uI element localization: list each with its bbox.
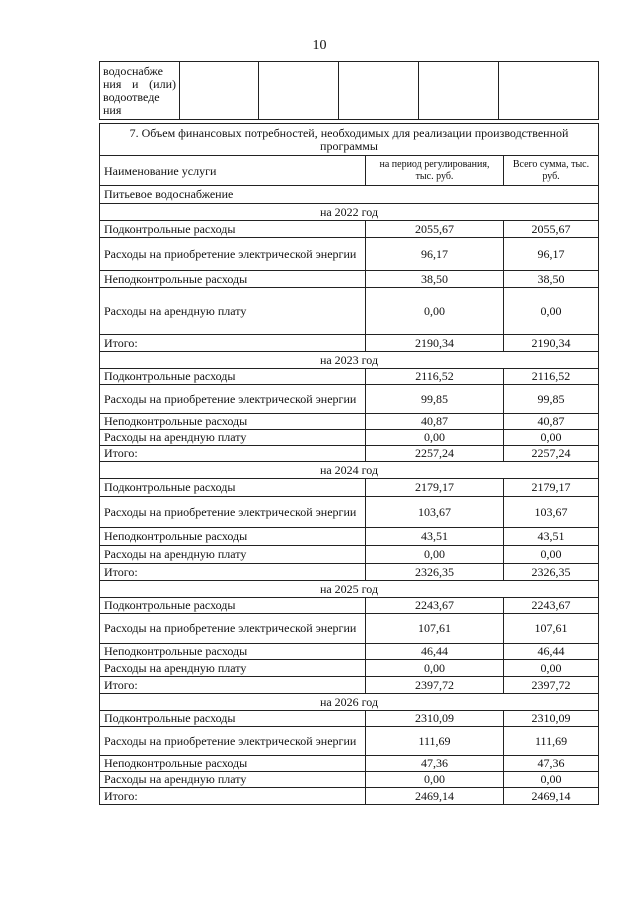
total-value: 2243,67 [504, 598, 599, 614]
total-value: 111,69 [504, 727, 599, 756]
total-value: 2257,24 [504, 446, 599, 462]
period-value: 0,00 [366, 288, 504, 335]
table-row [100, 369, 599, 385]
period-value: 103,67 [366, 497, 504, 528]
table-row [100, 156, 599, 186]
total-value: 0,00 [504, 288, 599, 335]
cost-item-name: Расходы на арендную плату [100, 430, 366, 446]
total-value: 0,00 [504, 546, 599, 564]
table-row [100, 430, 599, 446]
period-value: 2310,09 [366, 711, 504, 727]
cost-item-name: Подконтрольные расходы [100, 221, 366, 238]
total-value: 0,00 [504, 430, 599, 446]
empty-cell [180, 62, 259, 120]
total-label: Итого: [100, 677, 366, 694]
table-row [100, 124, 599, 156]
table-row [100, 335, 599, 352]
total-label: Итого: [100, 564, 366, 581]
period-value: 2116,52 [366, 369, 504, 385]
cost-item-name: Подконтрольные расходы [100, 598, 366, 614]
table-row [100, 186, 599, 204]
table-row [100, 479, 599, 497]
cost-item-name: Расходы на арендную плату [100, 660, 366, 677]
total-value: 2055,67 [504, 221, 599, 238]
table-row [100, 644, 599, 660]
period-value: 0,00 [366, 772, 504, 788]
table-row [100, 204, 599, 221]
empty-cell [259, 62, 339, 120]
empty-cell [339, 62, 419, 120]
period-value: 2326,35 [366, 564, 504, 581]
period-value: 2055,67 [366, 221, 504, 238]
period-value: 2243,67 [366, 598, 504, 614]
cost-item-name: Расходы на арендную плату [100, 288, 366, 335]
financial-needs-table [99, 123, 599, 805]
total-value: 46,44 [504, 644, 599, 660]
cost-item-name: Неподконтрольные расходы [100, 756, 366, 772]
cost-item-name: Неподконтрольные расходы [100, 271, 366, 288]
total-value: 0,00 [504, 772, 599, 788]
cost-item-name: Расходы на арендную плату [100, 772, 366, 788]
cost-item-name: Неподконтрольные расходы [100, 414, 366, 430]
period-value: 47,36 [366, 756, 504, 772]
cost-item-name: Подконтрольные расходы [100, 479, 366, 497]
table-row [100, 446, 599, 462]
period-value: 107,61 [366, 614, 504, 644]
table-row [100, 711, 599, 727]
total-value: 40,87 [504, 414, 599, 430]
table-row [100, 727, 599, 756]
table-row [100, 614, 599, 644]
total-value: 2326,35 [504, 564, 599, 581]
cost-item-name: Подконтрольные расходы [100, 711, 366, 727]
total-value: 43,51 [504, 528, 599, 546]
empty-cell [419, 62, 499, 120]
total-value: 103,67 [504, 497, 599, 528]
period-value: 43,51 [366, 528, 504, 546]
cost-item-name: Подконтрольные расходы [100, 369, 366, 385]
total-value: 2190,34 [504, 335, 599, 352]
page-number: 10 [312, 38, 327, 53]
table-row [100, 581, 599, 598]
table-row [100, 788, 599, 805]
service-name: Питьевое водоснабжение [100, 186, 599, 204]
period-value: 2397,72 [366, 677, 504, 694]
section-title: 7. Объем финансовых потребностей, необходимых для реализации производственной программы [100, 124, 599, 156]
table-row [100, 288, 599, 335]
period-value: 0,00 [366, 660, 504, 677]
total-value: 0,00 [504, 660, 599, 677]
period-value: 2469,14 [366, 788, 504, 805]
year-header: на 2025 год [100, 581, 599, 598]
total-label: Итого: [100, 788, 366, 805]
total-value: 2310,09 [504, 711, 599, 727]
total-value: 107,61 [504, 614, 599, 644]
table-row [100, 462, 599, 479]
top-continuation-table [99, 61, 599, 120]
total-value: 2116,52 [504, 369, 599, 385]
table-row [100, 694, 599, 711]
table-row [100, 660, 599, 677]
total-value: 99,85 [504, 385, 599, 414]
table-row [100, 564, 599, 581]
year-header: на 2023 год [100, 352, 599, 369]
table-row [100, 772, 599, 788]
total-label: Итого: [100, 335, 366, 352]
period-value: 0,00 [366, 546, 504, 564]
period-value: 38,50 [366, 271, 504, 288]
total-value: 47,36 [504, 756, 599, 772]
total-value: 2397,72 [504, 677, 599, 694]
period-value: 96,17 [366, 238, 504, 271]
table-row [100, 221, 599, 238]
total-value: 2469,14 [504, 788, 599, 805]
header-period: на период регулирования, тыс. руб. [366, 156, 504, 186]
period-value: 46,44 [366, 644, 504, 660]
table-row [100, 756, 599, 772]
header-name: Наименование услуги [100, 156, 366, 186]
cost-item-name: Расходы на приобретение электрической энергии [100, 497, 366, 528]
period-value: 0,00 [366, 430, 504, 446]
total-label: Итого: [100, 446, 366, 462]
table-row [100, 546, 599, 564]
header-total: Всего сумма, тыс. руб. [504, 156, 599, 186]
year-header: на 2026 год [100, 694, 599, 711]
table-row [100, 414, 599, 430]
year-header: на 2024 год [100, 462, 599, 479]
period-value: 2257,24 [366, 446, 504, 462]
table-row [100, 385, 599, 414]
cost-item-name: Неподконтрольные расходы [100, 644, 366, 660]
cost-item-name: Расходы на арендную плату [100, 546, 366, 564]
table-row [100, 238, 599, 271]
top-continuation-cell: водоснабже ния и (или) водоотведе ния [100, 62, 180, 120]
cost-item-name: Неподконтрольные расходы [100, 528, 366, 546]
period-value: 99,85 [366, 385, 504, 414]
total-value: 38,50 [504, 271, 599, 288]
period-value: 40,87 [366, 414, 504, 430]
table-row [100, 598, 599, 614]
table-row [100, 271, 599, 288]
table-row [100, 352, 599, 369]
period-value: 2179,17 [366, 479, 504, 497]
empty-cell [499, 62, 599, 120]
table-row [100, 677, 599, 694]
period-value: 111,69 [366, 727, 504, 756]
cost-item-name: Расходы на приобретение электрической энергии [100, 238, 366, 271]
table-row [100, 497, 599, 528]
total-value: 96,17 [504, 238, 599, 271]
period-value: 2190,34 [366, 335, 504, 352]
year-header: на 2022 год [100, 204, 599, 221]
table-row [100, 528, 599, 546]
total-value: 2179,17 [504, 479, 599, 497]
cost-item-name: Расходы на приобретение электрической энергии [100, 385, 366, 414]
cost-item-name: Расходы на приобретение электрической энергии [100, 614, 366, 644]
cost-item-name: Расходы на приобретение электрической энергии [100, 727, 366, 756]
